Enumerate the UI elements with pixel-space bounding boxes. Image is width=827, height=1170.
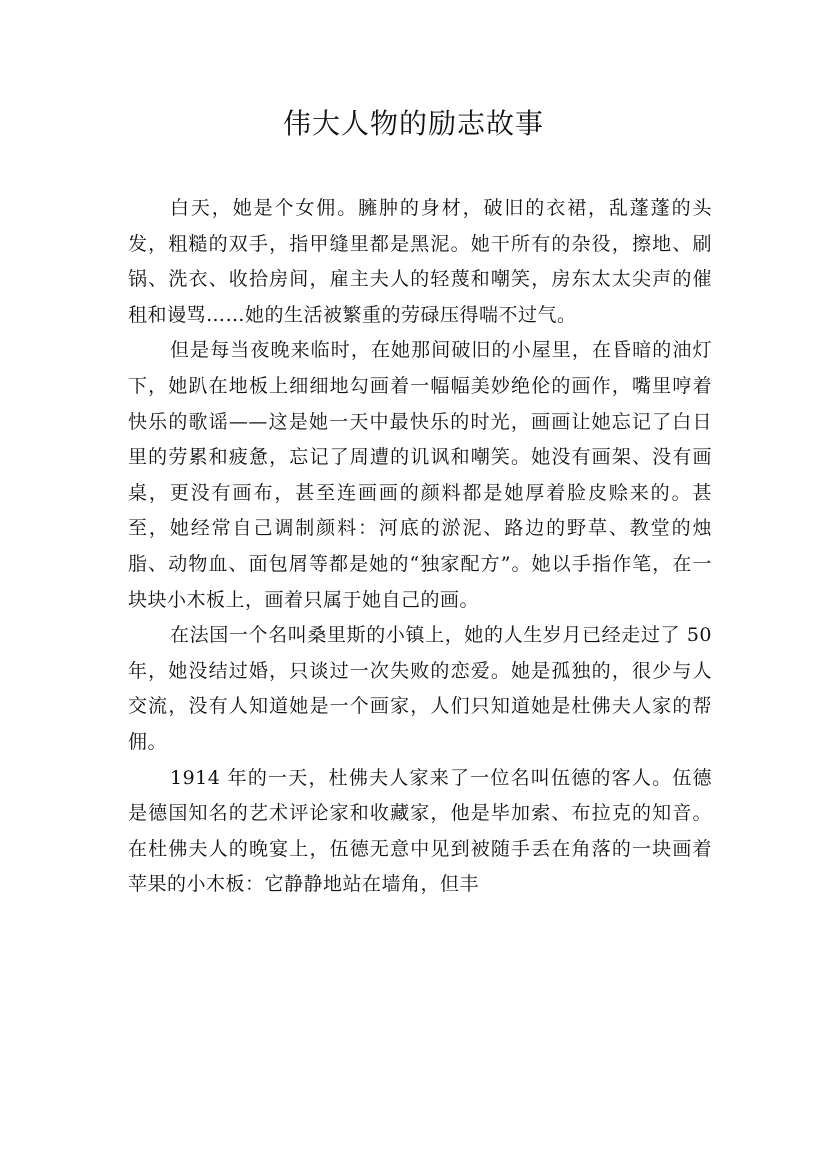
paragraph: 1914 年的一天，杜佛夫人家来了一位名叫伍德的客人。伍德是德国知名的艺术评论家和收藏家，他是毕加索、布拉克的知音。在杜佛夫人的晚宴上，伍德无意中见到被随手丢在角落的一块画着苹果的小木板：它静静地站在墙角，但丰	[128, 766, 712, 896]
paragraph: 在法国一个名叫桑里斯的小镇上，她的人生岁月已经走过了 50 年，她没结过婚，只谈过一次失败的恋爱。她是孤独的，很少与人交流，没有人知道她是一个画家，人们只知道她是杜佛夫人家的帮佣。	[128, 624, 712, 753]
document-body	[128, 191, 712, 903]
paragraph: 白天，她是个女佣。臃肿的身材，破旧的衣裙，乱蓬蓬的头发，粗糙的双手，指甲缝里都是黑泥。她干所有的杂役，擦地、刷锅、洗衣、收拾房间，雇主夫人的轻蔑和嘲笑，房东太太尖声的催租和谩骂……她的生活被繁重的劳碌压得喘不过气。	[128, 197, 712, 326]
document-title: 伟大人物的励志故事	[282, 107, 544, 140]
paragraph: 但是每当夜晚来临时，在她那间破旧的小屋里，在昏暗的油灯下，她趴在地板上细细地勾画着一幅幅美妙绝伦的画作，嘴里哼着快乐的歌谣——这是她一天中最快乐的时光，画画让她忘记了白日里的劳累和疲惫，忘记了周遭的讥讽和嘲笑。她没有画架、没有画桌，更没有画布，甚至连画画的颜料都是她厚着脸皮赊来的。甚至，她经常自己调制颜料：河底的淤泥、路边的野草、教堂的烛脂、动物血、面包屑等都是她的“独家配方”。她以手指作笔，在一块块小木板上，画着只属于她自己的画。	[128, 339, 712, 611]
